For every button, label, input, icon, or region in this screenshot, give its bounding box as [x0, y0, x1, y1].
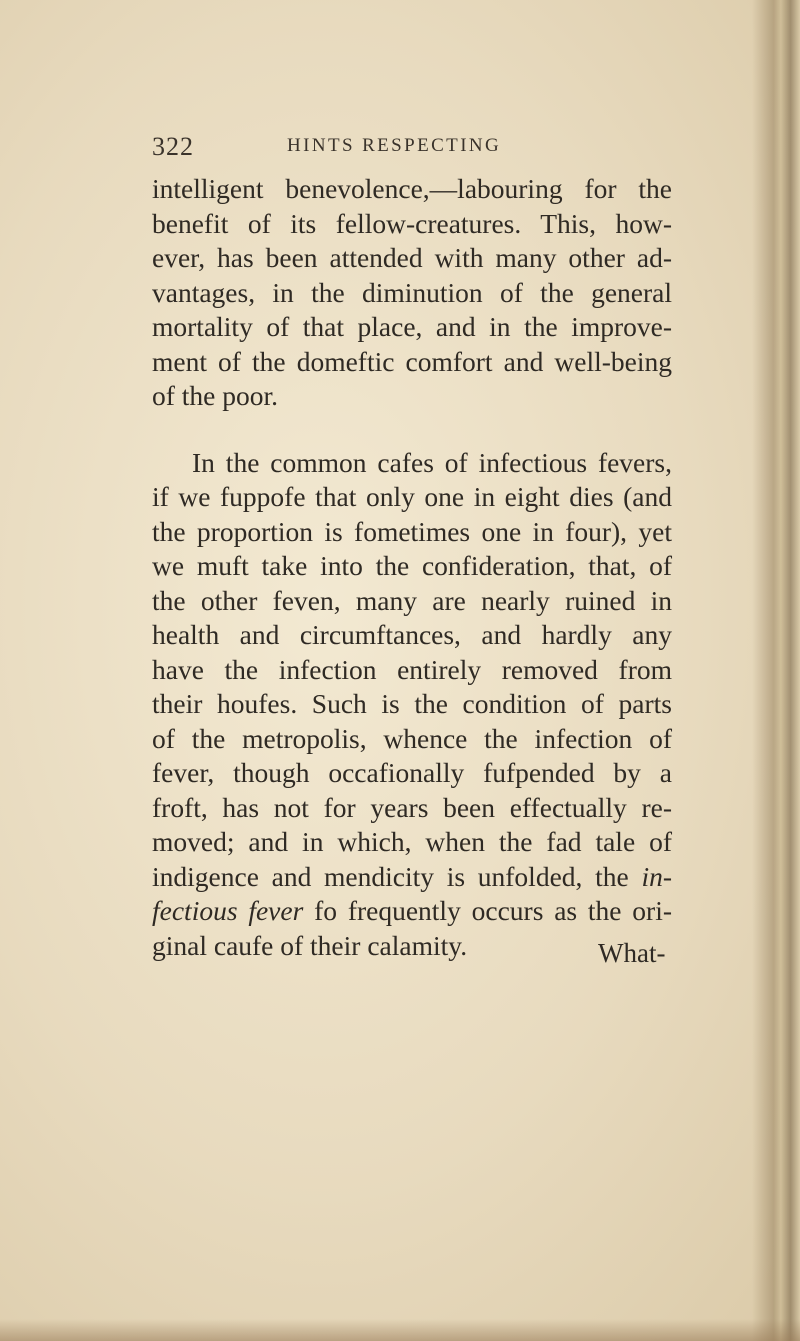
- page-number: 322: [152, 132, 194, 161]
- text-line: ment of the domeftic comfort and well-being: [152, 345, 672, 377]
- text-line: ever, has been attended with many other ad-: [152, 242, 672, 273]
- page-edge-shadow: [752, 0, 800, 1341]
- text-line: fever, though occafionally fufpended by a: [152, 757, 672, 788]
- text-line: the proportion is fometimes one in four), yet: [152, 515, 672, 547]
- text-line: froft, has not for years been effectually re-: [152, 791, 672, 823]
- page-bottom-shadow: [0, 1319, 800, 1341]
- text-line: have the infection entirely removed from: [152, 653, 672, 685]
- text-line-with-italic: [152, 860, 672, 895]
- text-line: moved; and in which, when the fad tale of: [152, 826, 672, 857]
- text-line: the other feven, many are nearly ruined in: [152, 584, 672, 616]
- text-line: mortality of that place, and in the improve-: [152, 311, 672, 342]
- paragraph-1: [152, 172, 672, 414]
- running-head: [152, 132, 672, 166]
- text-line: of the metropolis, whence the infection of: [152, 722, 672, 754]
- text-line: their houfes. Such is the condition of parts: [152, 688, 672, 719]
- text-line: benefit of its fellow-creatures. This, how-: [152, 207, 672, 239]
- text-line: vantages, in the diminution of the general: [152, 276, 672, 308]
- text-line: if we fuppofe that only one in eight dies (and: [152, 481, 672, 512]
- text-line: of the poor.: [152, 380, 279, 411]
- running-head-title: HINTS RESPECTING: [287, 135, 502, 156]
- text-line-with-italic: [152, 894, 672, 929]
- text-line: intelligent benevolence,—labouring for the: [152, 173, 672, 204]
- catchword: What-: [598, 938, 666, 968]
- italic-term: fectious fever: [152, 895, 304, 926]
- paragraph-2: [152, 446, 672, 964]
- paragraph-gap: [152, 414, 672, 446]
- text-segment: indigence and mendicity is unfolded, the: [152, 860, 629, 892]
- body-text: [152, 172, 672, 963]
- italic-term: in-: [641, 860, 672, 892]
- text-line: In the common cafes of infectious fevers,: [192, 446, 672, 478]
- text-line: ginal caufe of their calamity.: [152, 929, 468, 961]
- text-line: we muft take into the confideration, that, of: [152, 550, 672, 581]
- text-segment: fo frequently occurs as the ori-: [314, 895, 673, 926]
- text-line: health and circumftances, and hardly any: [152, 619, 672, 650]
